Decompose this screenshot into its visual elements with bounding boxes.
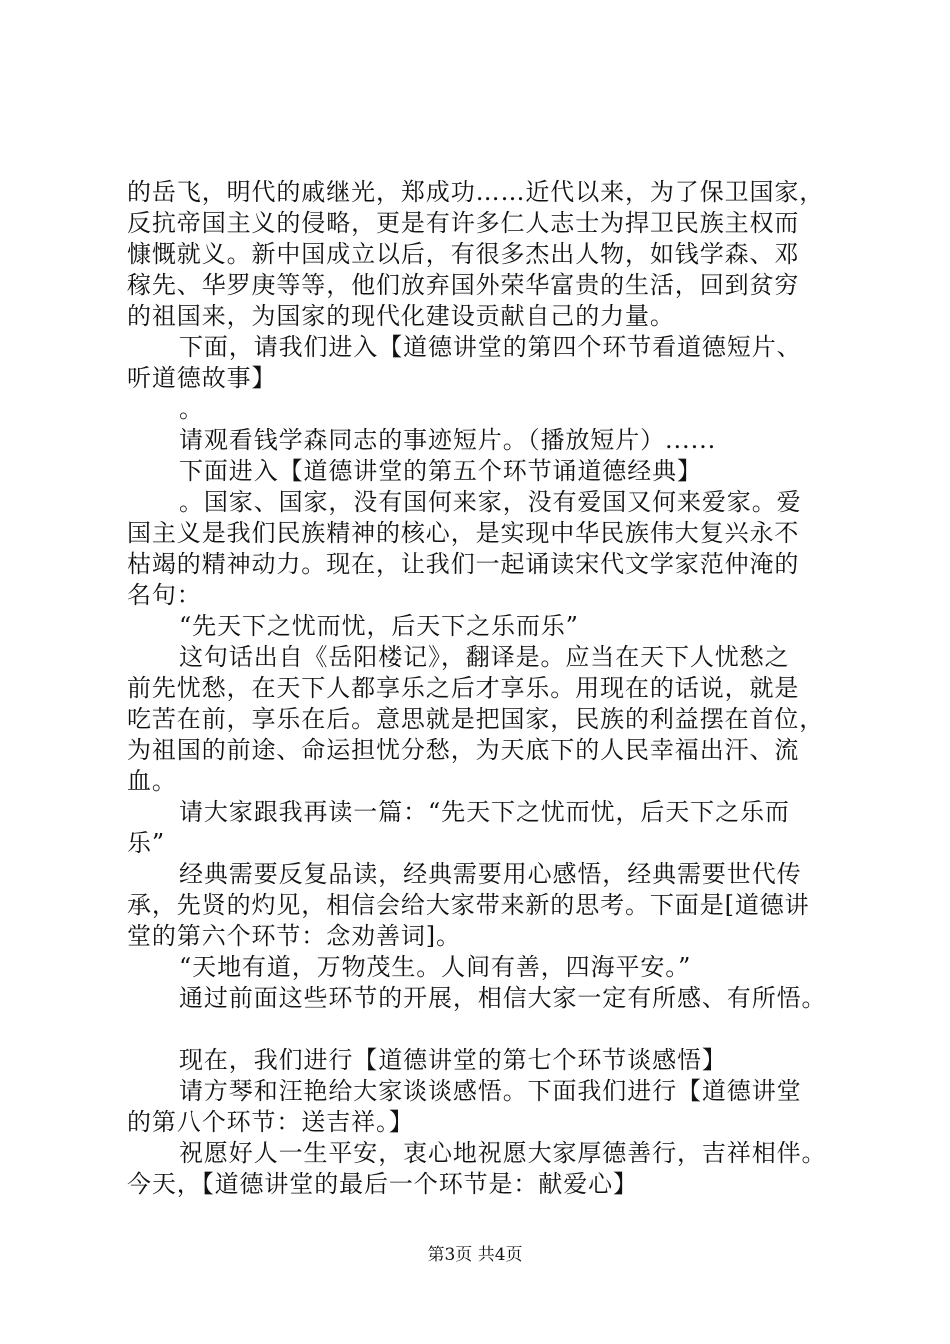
- text-line: 祝愿好人一生平安，衷心地祝愿大家厚德善行，吉祥相伴。: [179, 1139, 827, 1167]
- text-line: 承，先贤的灼见，相信会给大家带来新的思考。下面是[道德讲: [127, 891, 810, 919]
- text-line: 请大家跟我再读一篇：“先天下之忧而忧，后天下之乐而: [179, 798, 790, 826]
- text-line: 名句：: [127, 581, 202, 609]
- text-line: 。国家、国家，没有国何来家，没有爱国又何来爱家。爱: [179, 488, 802, 516]
- text-line: 为祖国的前途、命运担忧分愁，为天底下的人民幸福出汗、流: [127, 736, 800, 764]
- text-line: 现在，我们进行【道德讲堂的第七个环节谈感悟】: [179, 1046, 727, 1074]
- text-line: “天地有道，万物茂生。人间有善，四海平安。”: [179, 953, 692, 981]
- text-line: 枯竭的精神动力。现在，让我们一起诵读宋代文学家范仲淹的: [127, 550, 800, 578]
- text-line: 国主义是我们民族精神的核心，是实现中华民族伟大复兴永不: [127, 519, 800, 547]
- text-line: 慷慨就义。新中国成立以后，有很多杰出人物，如钱学森、邓: [127, 240, 800, 268]
- text-line: 今天，【道德讲堂的最后一个环节是：献爱心】: [127, 1170, 638, 1198]
- text-line: 下面进入【道德讲堂的第五个环节诵道德经典】: [179, 457, 702, 485]
- text-line: 前先忧愁，在天下人都享乐之后才享乐。用现在的话说，就是: [127, 674, 800, 702]
- text-line: 血。: [127, 767, 177, 795]
- text-line: 经典需要反复品读，经典需要用心感悟，经典需要世代传: [179, 860, 802, 888]
- text-line: 的祖国来，为国家的现代化建设贡献自己的力量。: [127, 302, 675, 330]
- text-line: 听道德故事】: [127, 364, 277, 392]
- text-line: 吃苦在前，享乐在后。意思就是把国家，民族的利益摆在首位，: [127, 705, 825, 733]
- text-line: 这句话出自《岳阳楼记》，翻译是。应当在天下人忧愁之: [179, 643, 790, 671]
- page-footer: [0, 1244, 950, 1266]
- text-line: 的第八个环节：送吉祥。】: [127, 1108, 414, 1136]
- text-line: “先天下之忧而忧，后天下之乐而乐”: [179, 612, 579, 640]
- text-line: 堂的第六个环节：念劝善词]。: [127, 922, 461, 950]
- text-line: 反抗帝国主义的侵略，更是有许多仁人志士为捍卫民族主权而: [127, 209, 800, 237]
- text-line: 。: [179, 395, 204, 423]
- text-line: 下面，请我们进入【道德讲堂的第四个环节看道德短片、: [179, 333, 802, 361]
- text-line: 稼先、华罗庚等等，他们放弃国外荣华富贵的生活，回到贫穷: [127, 271, 800, 299]
- text-line: 通过前面这些环节的开展，相信大家一定有所感、有所悟。: [179, 984, 827, 1012]
- text-line: 请方琴和汪艳给大家谈谈感悟。下面我们进行【道德讲堂: [179, 1077, 802, 1105]
- text-line: 乐”: [127, 829, 166, 857]
- page-number-label: 第3页 共4页: [427, 1245, 523, 1265]
- text-line: 的岳飞，明代的戚继光，郑成功……近代以来，为了保卫国家，: [127, 178, 825, 206]
- text-line: 请观看钱学森同志的事迹短片。（播放短片）......: [179, 426, 717, 454]
